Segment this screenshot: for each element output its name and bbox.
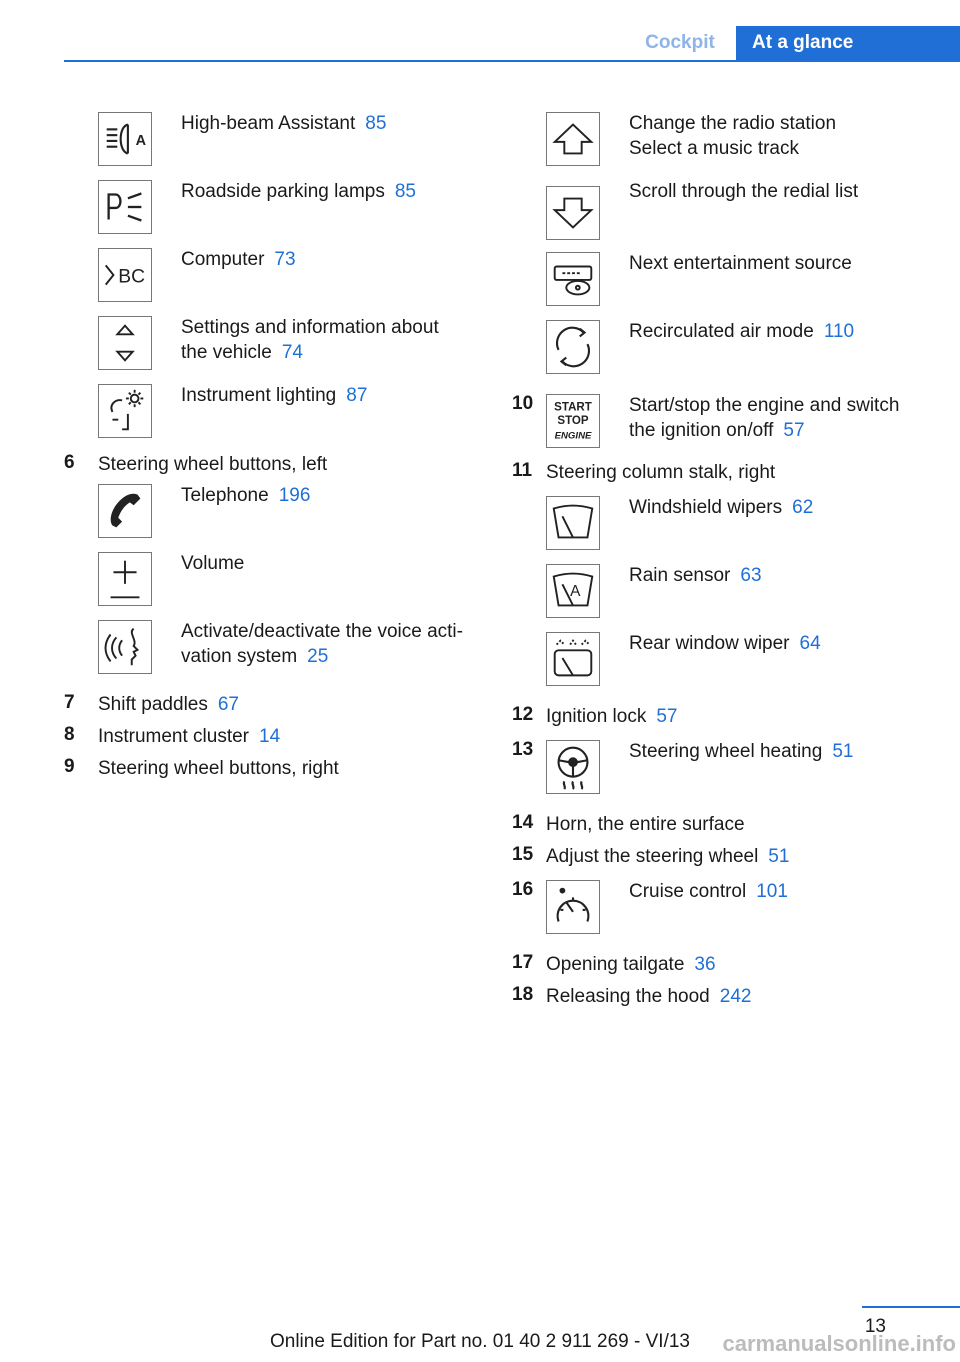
list-item <box>512 736 932 812</box>
item-label: High-beam Assistant <box>181 113 356 134</box>
page-ref-link[interactable]: 51 <box>832 741 854 762</box>
list-item <box>512 492 932 560</box>
svg-text:A: A <box>135 132 147 149</box>
telephone-icon <box>98 484 152 538</box>
page-ref-link[interactable]: 63 <box>740 565 762 586</box>
item-label: Instrument cluster <box>98 726 249 747</box>
item-number: 8 <box>64 724 75 745</box>
list-item <box>512 560 932 628</box>
icon-text-stop: STOP <box>557 414 589 427</box>
item-number: 14 <box>512 812 534 833</box>
item-number: 11 <box>512 460 533 481</box>
recirculated-air-icon <box>546 320 600 374</box>
footer-divider <box>862 1306 960 1308</box>
page-ref-link[interactable]: 64 <box>799 633 821 654</box>
rain-sensor-icon <box>546 564 600 618</box>
list-item <box>512 316 932 390</box>
item-label: Rear window wiper <box>629 633 790 654</box>
page-ref-link[interactable]: 14 <box>259 726 281 747</box>
header-tab-at-a-glance[interactable]: At a glance <box>736 26 960 60</box>
item-label-cont: the ignition on/off <box>629 420 774 441</box>
item-label: Computer <box>181 249 265 270</box>
icon-text-engine: ENGINE <box>554 430 592 442</box>
voice-activation-icon <box>98 620 152 674</box>
page-ref-link[interactable]: 73 <box>274 249 296 270</box>
item-number: 10 <box>512 393 534 414</box>
page-ref-link[interactable]: 85 <box>394 181 416 202</box>
entertainment-source-icon <box>546 252 600 306</box>
list-item <box>64 756 484 788</box>
list-item <box>512 984 932 1016</box>
high-beam-assistant-icon <box>98 112 152 166</box>
arrow-up-icon <box>546 112 600 166</box>
list-item <box>512 876 932 952</box>
up-down-arrows-icon <box>98 316 152 370</box>
list-item <box>64 692 484 724</box>
item-label: Steering column stalk, right <box>546 462 776 483</box>
list-item <box>64 616 484 692</box>
item-label: Settings and information about <box>181 317 439 338</box>
item-label: Recirculated air mode <box>629 321 814 342</box>
item-label: Volume <box>181 553 245 574</box>
item-number: 17 <box>512 952 534 973</box>
computer-bc-icon <box>98 248 152 302</box>
item-label: Next entertainment source <box>629 253 852 274</box>
page-ref-link[interactable]: 101 <box>756 881 788 902</box>
icon-text-start: START <box>554 401 592 414</box>
list-item <box>512 812 932 844</box>
item-number: 13 <box>512 739 534 760</box>
item-label: Windshield wipers <box>629 497 783 518</box>
page-ref-link[interactable]: 87 <box>346 385 368 406</box>
rear-window-wiper-icon <box>546 632 600 686</box>
list-item <box>512 844 932 876</box>
item-number: 15 <box>512 844 534 865</box>
item-number: 7 <box>64 692 75 713</box>
item-label: Rain sensor <box>629 565 731 586</box>
cruise-control-icon <box>546 880 600 934</box>
page-ref-link[interactable]: 57 <box>656 706 678 727</box>
page-number: 13 <box>864 1316 886 1337</box>
left-column <box>64 108 484 788</box>
page-ref-link[interactable]: 74 <box>281 342 303 363</box>
page-ref-link[interactable]: 242 <box>719 986 752 1007</box>
item-label: Steering wheel buttons, left <box>98 454 328 475</box>
windshield-wipers-icon <box>546 496 600 550</box>
page-ref-link[interactable]: 36 <box>694 954 716 975</box>
list-item <box>64 444 484 476</box>
page-ref-link[interactable]: 62 <box>792 497 814 518</box>
item-label: Steering wheel buttons, right <box>98 758 339 779</box>
item-label: Change the radio station <box>629 113 837 134</box>
page-ref-link[interactable]: 51 <box>768 846 790 867</box>
item-label: Steering wheel heating <box>629 741 823 762</box>
list-item <box>512 390 932 466</box>
page-ref-link[interactable]: 110 <box>823 321 855 342</box>
list-item <box>512 628 932 704</box>
parking-lamps-icon <box>98 180 152 234</box>
svg-text:A: A <box>570 582 581 600</box>
page-ref-link[interactable]: 25 <box>307 646 329 667</box>
header-divider <box>64 60 960 62</box>
item-label-cont: vation system <box>181 646 298 667</box>
item-number: 9 <box>64 756 75 777</box>
item-label: Ignition lock <box>546 706 647 727</box>
page-ref-link[interactable]: 85 <box>365 113 387 134</box>
watermark: carmanualsonline.info <box>722 1331 956 1356</box>
volume-plus-minus-icon <box>98 552 152 606</box>
item-label: Cruise control <box>629 881 747 902</box>
item-number: 16 <box>512 879 534 900</box>
list-item <box>64 108 484 176</box>
item-label: Roadside parking lamps <box>181 181 385 202</box>
steering-wheel-heating-icon <box>546 740 600 794</box>
item-number: 18 <box>512 984 534 1005</box>
svg-text:BC: BC <box>118 266 146 288</box>
item-label: Telephone <box>181 485 269 506</box>
list-item <box>64 312 484 380</box>
list-item <box>64 380 484 448</box>
list-item <box>64 244 484 312</box>
list-item <box>64 548 484 616</box>
list-item <box>64 480 484 548</box>
item-label: Shift paddles <box>98 694 208 715</box>
list-item <box>512 952 932 984</box>
list-item <box>512 108 932 182</box>
edition-footer: Online Edition for Part no. 01 40 2 911 269 - VI/13 <box>269 1331 691 1352</box>
item-label: Start/stop the engine and switch <box>629 395 900 416</box>
item-label: Adjust the steering wheel <box>546 846 759 867</box>
start-stop-engine-icon[interactable] <box>546 394 600 448</box>
list-item <box>512 176 932 248</box>
list-item <box>512 248 932 316</box>
item-label-cont: the vehicle <box>181 342 272 363</box>
item-label: Scroll through the redial list <box>629 181 859 202</box>
list-item <box>64 176 484 244</box>
arrow-down-icon <box>546 186 600 240</box>
item-label: Select a music track <box>629 138 799 159</box>
item-label: Horn, the entire surface <box>546 814 745 835</box>
item-number: 12 <box>512 704 534 725</box>
list-item <box>64 724 484 756</box>
item-label: Opening tailgate <box>546 954 685 975</box>
list-item <box>512 460 932 492</box>
item-label: Activate/deactivate the voice acti- <box>181 621 463 642</box>
right-column <box>512 108 932 1028</box>
item-label: Instrument lighting <box>181 385 337 406</box>
header-tab-cockpit[interactable]: Cockpit <box>645 32 715 53</box>
page-ref-link[interactable]: 67 <box>217 694 239 715</box>
item-number: 6 <box>64 452 75 473</box>
page-ref-link[interactable]: 196 <box>278 485 311 506</box>
instrument-lighting-icon <box>98 384 152 438</box>
page-ref-link[interactable]: 57 <box>783 420 805 441</box>
item-label: Releasing the hood <box>546 986 710 1007</box>
list-item <box>512 704 932 736</box>
